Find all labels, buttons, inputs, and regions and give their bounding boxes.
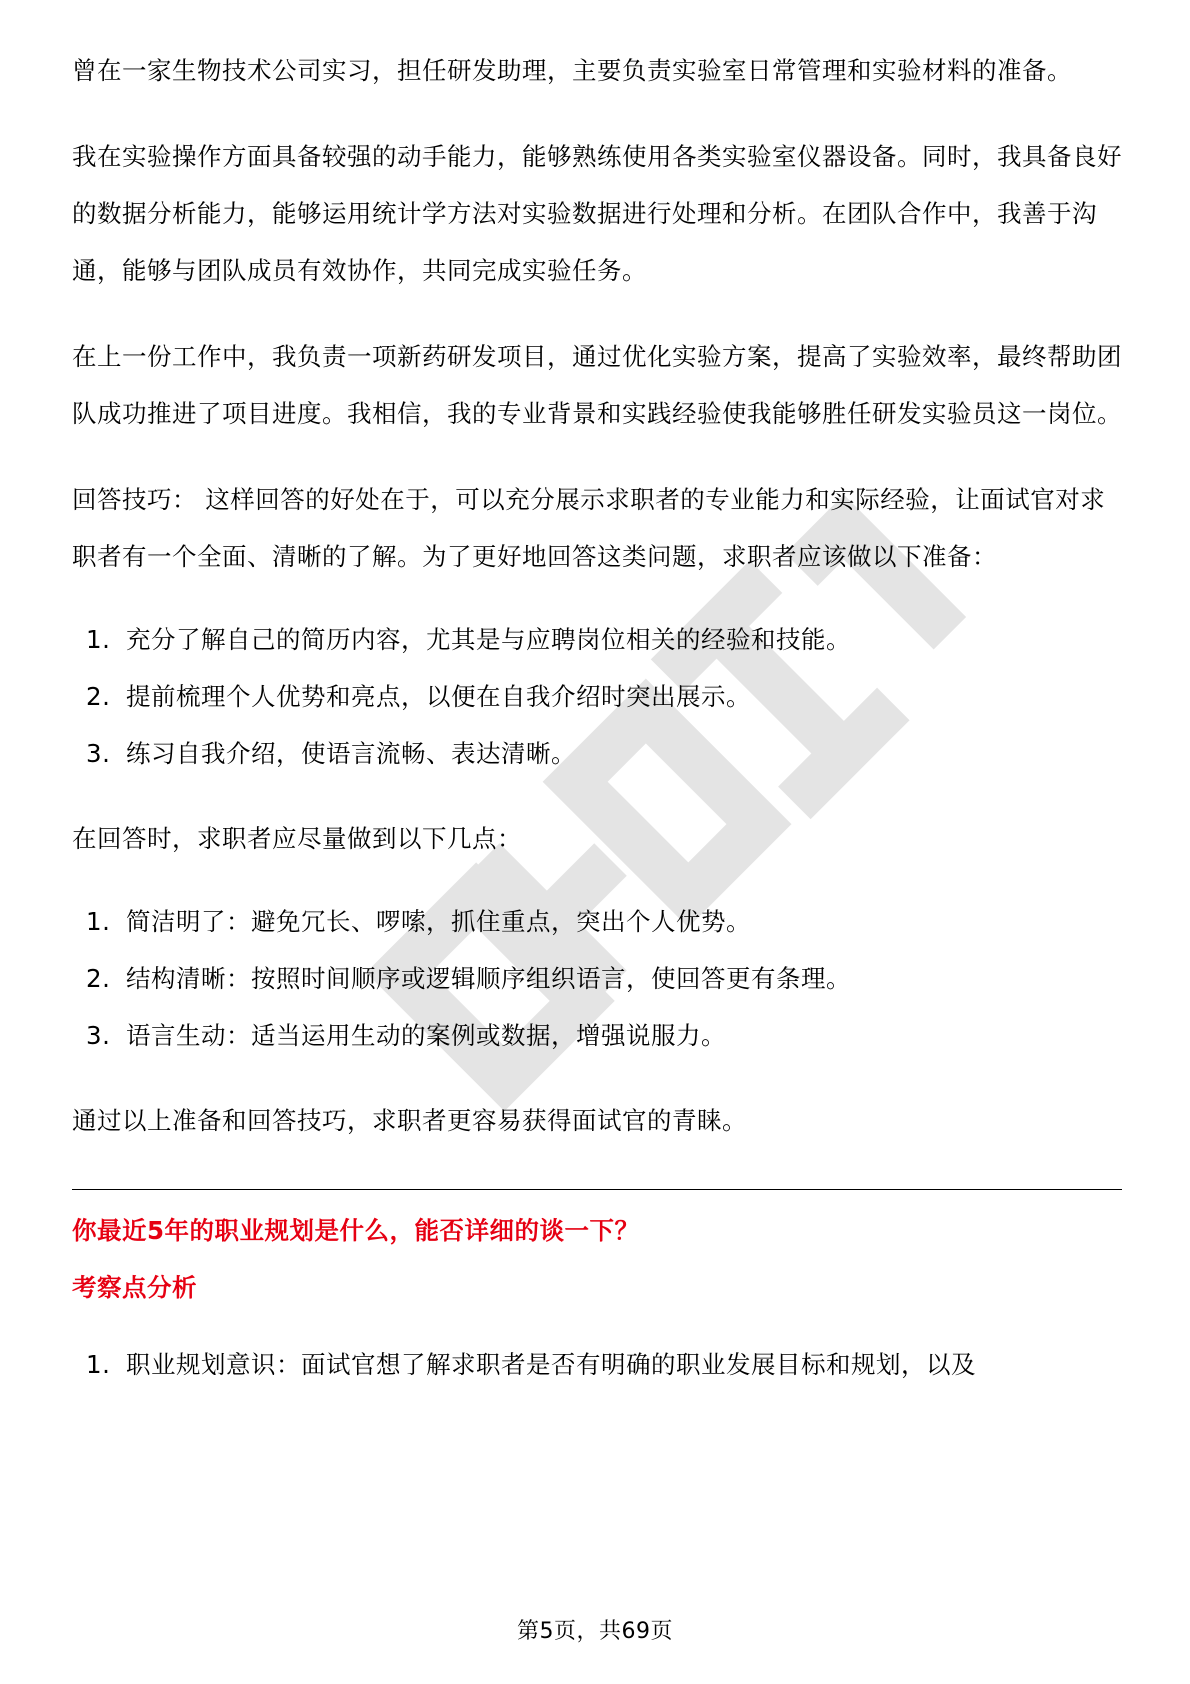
list-item-number: 1. — [86, 907, 111, 936]
paragraph-project: 在上一份工作中，我负责一项新药研发项目，通过优化实验方案，提高了实验效率，最终帮助团队成功推进了项目进度。我相信，我的专业背景和实践经验使我能够胜任研发实验员这一岗位。 — [72, 342, 1122, 428]
analysis-list — [72, 1336, 1122, 1393]
paragraph-answer-tips: 回答技巧： 这样回答的好处在于，可以充分展示求职者的专业能力和实际经验，让面试官对求职者有一个全面、清晰的了解。为了更好地回答这类问题，求职者应该做以下准备： — [72, 485, 1106, 571]
list-item-number: 3. — [86, 1021, 111, 1050]
question-heading: 你最近5年的职业规划是什么，能否详细的谈一下？ — [72, 1216, 640, 1245]
list-item — [72, 1007, 1122, 1064]
list-item-number: 1. — [86, 1350, 111, 1379]
paragraph-skills: 我在实验操作方面具备较强的动手能力，能够熟练使用各类实验室仪器设备。同时，我具备良好的数据分析能力，能够运用统计学方法对实验数据进行处理和分析。在团队合作中，我善于沟通，能够与团队成员有效协作，共同完成实验任务。 — [72, 142, 1122, 285]
list-item-text: 职业规划意识：面试官想了解求职者是否有明确的职业发展目标和规划，以及 — [126, 1350, 976, 1379]
list-item-text: 语言生动：适当运用生动的案例或数据，增强说服力。 — [126, 1021, 726, 1050]
analysis-subheading: 考察点分析 — [72, 1273, 197, 1302]
list-item — [72, 725, 1122, 782]
page-number-footer: 第5页，共69页 — [517, 1619, 673, 1644]
list-item-text: 练习自我介绍，使语言流畅、表达清晰。 — [126, 739, 576, 768]
paragraph-answer-intro: 在回答时，求职者应尽量做到以下几点： — [72, 824, 522, 853]
list-item-text: 充分了解自己的简历内容，尤其是与应聘岗位相关的经验和技能。 — [126, 625, 851, 654]
list-item-number: 2. — [86, 682, 111, 711]
document-content — [72, 42, 1122, 1421]
paragraph-internship: 曾在一家生物技术公司实习，担任研发助理，主要负责实验室日常管理和实验材料的准备。 — [72, 56, 1072, 85]
preparation-list — [72, 611, 1122, 782]
list-item — [72, 950, 1122, 1007]
list-item — [72, 668, 1122, 725]
answer-guidelines-list — [72, 893, 1122, 1064]
list-item-number: 3. — [86, 739, 111, 768]
list-item-number: 2. — [86, 964, 111, 993]
list-item — [72, 611, 1122, 668]
list-item-text: 提前梳理个人优势和亮点，以便在自我介绍时突出展示。 — [126, 682, 751, 711]
list-item — [72, 893, 1122, 950]
list-item-text: 结构清晰：按照时间顺序或逻辑顺序组织语言，使回答更有条理。 — [126, 964, 851, 993]
list-item-text: 简洁明了：避免冗长、啰嗦，抓住重点，突出个人优势。 — [126, 907, 751, 936]
section-divider — [72, 1189, 1122, 1190]
paragraph-conclusion: 通过以上准备和回答技巧，求职者更容易获得面试官的青睐。 — [72, 1106, 747, 1135]
list-item-number: 1. — [86, 625, 111, 654]
list-item — [72, 1336, 1122, 1393]
